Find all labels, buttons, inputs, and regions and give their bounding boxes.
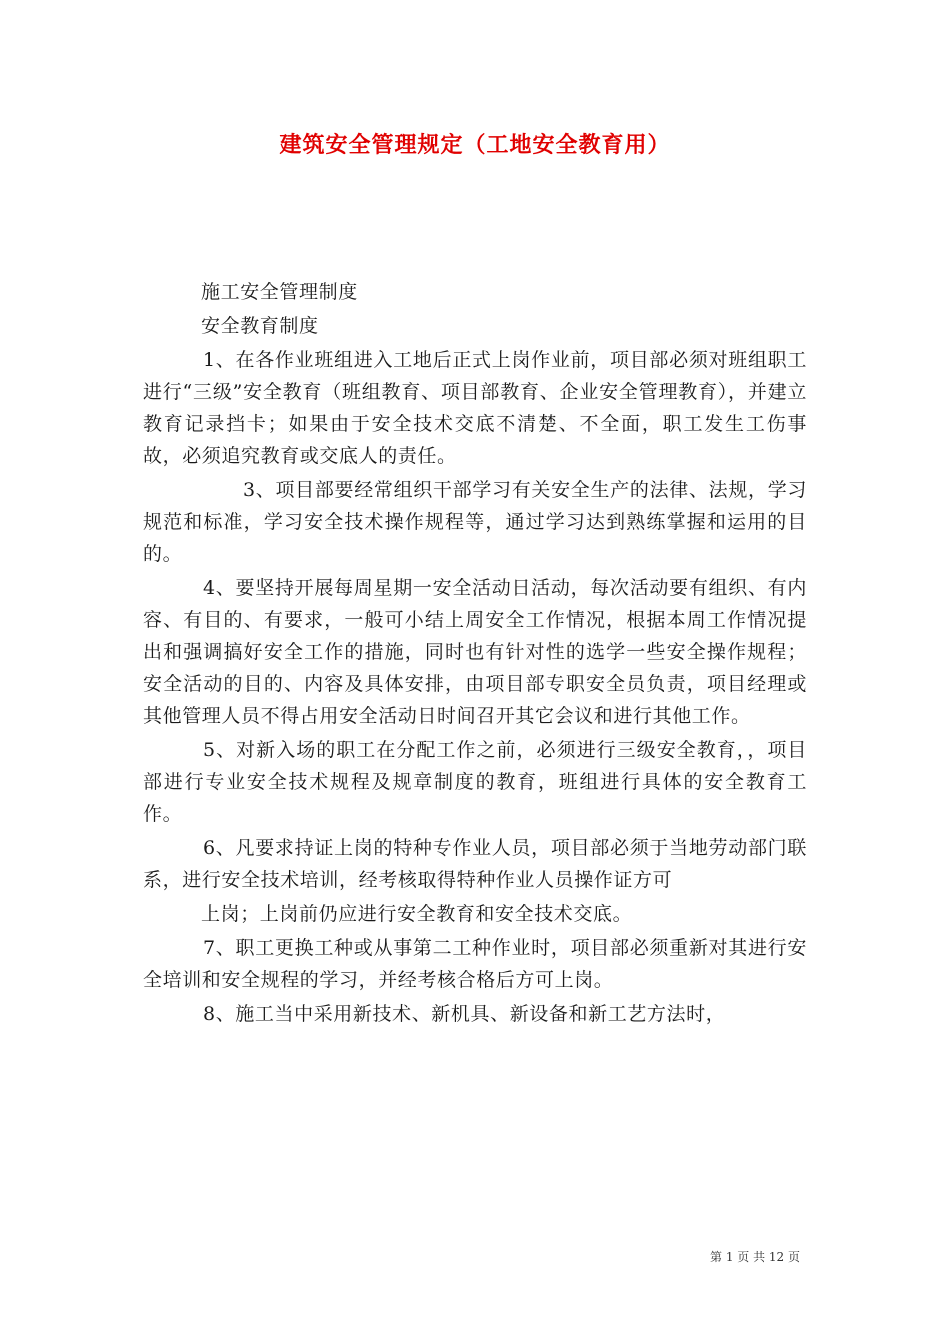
paragraph-item-5: 5、对新入场的职工在分配工作之前，必须进行三级安全教育，，项目部进行专业安全技术规程及规章制度的教育，班组进行具体的安全教育工作。	[143, 739, 807, 825]
document-title: 建筑安全管理规定（工地安全教育用）	[279, 132, 671, 158]
paragraph-section-heading: 施工安全管理制度	[201, 281, 358, 303]
paragraph-item-6: 6、凡要求持证上岗的特种专作业人员，项目部必须于当地劳动部门联系，进行安全技术培训，经考核取得特种作业人员操作证方可	[143, 837, 807, 891]
paragraph-item-8: 8、施工当中采用新技术、新机具、新设备和新工艺方法时，	[203, 1003, 726, 1025]
page-number-footer: 第 1 页 共 12 页	[710, 1250, 800, 1264]
paragraph-item-7: 7、职工更换工种或从事第二工种作业时，项目部必须重新对其进行安全培训和安全规程的学习，并经考核合格后方可上岗。	[143, 937, 807, 991]
paragraph-item-1: 1、在各作业班组进入工地后正式上岗作业前，项目部必须对班组职工进行“三级”安全教育（班组教育、项目部教育、企业安全管理教育），并建立教育记录挡卡；如果由于安全技术交底不清楚、不全面，职工发生工伤事故，必须追究教育或交底人的责任。	[143, 349, 807, 467]
paragraph-item-3: 3、项目部要经常组织干部学习有关安全生产的法律、法规，学习规范和标准，学习安全技术操作规程等，通过学习达到熟练掌握和运用的目的。	[143, 479, 807, 565]
paragraph-item-4: 4、要坚持开展每周星期一安全活动日活动，每次活动要有组织、有内容、有目的、有要求，一般可小结上周安全工作情况，根据本周工作情况提出和强调搞好安全工作的措施，同时也有针对性的选学一些安全操作规程；安全活动的目的、内容及具体安排，由项目部专职安全员负责，项目经理或其他管理人员不得占用安全活动日时间召开其它会议和进行其他工作。	[143, 577, 807, 727]
paragraph-subsection-heading: 安全教育制度	[201, 315, 319, 337]
document-body	[143, 276, 807, 1032]
paragraph-item-6-continued: 上岗；上岗前仍应进行安全教育和安全技术交底。	[201, 903, 633, 925]
